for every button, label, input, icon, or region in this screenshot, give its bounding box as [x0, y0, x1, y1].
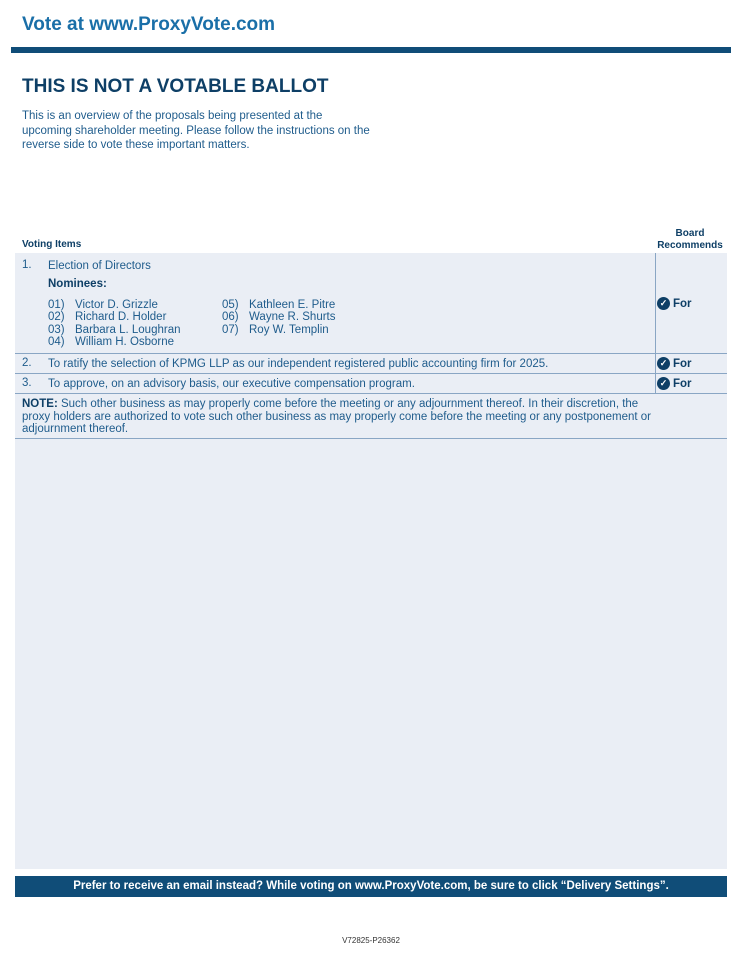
board-recommends-header — [652, 228, 728, 251]
note-text: Such other business as may properly come before the meeting or any adjournment thereof. In their discretion, the proxy holders are authorized to vote such other business as may properly come before the meeting or any postponement or adjournment thereof. — [22, 398, 652, 436]
item-3-recommendation — [657, 377, 692, 390]
check-circle-icon: ✓ — [657, 297, 670, 310]
nominee: 02) Richard D. Holder — [48, 311, 167, 324]
nominee-list-right — [222, 299, 336, 336]
item-3-text: To approve, on an advisory basis, our executive compensation program. — [48, 378, 415, 390]
item-1-recommendation — [657, 297, 692, 310]
intro-text: This is an overview of the proposals being presented at the upcoming shareholder meeting. Please follow the instructions on the reverse side to vote these important matters. — [22, 110, 370, 152]
nominee-list-left — [48, 299, 181, 349]
row-divider — [15, 393, 727, 394]
nominee: 01) Victor D. Grizzle — [48, 299, 158, 311]
nominee: 05) Kathleen E. Pitre — [222, 299, 336, 311]
item-2-number: 2. — [22, 357, 32, 369]
document-code: V72825-P26362 — [342, 936, 400, 945]
board-header-line2: Recommends — [657, 239, 723, 251]
recommendation-label: For — [673, 377, 692, 390]
item-1-number: 1. — [22, 259, 32, 271]
check-circle-icon: ✓ — [657, 357, 670, 370]
nominee: 03) Barbara L. Loughran — [48, 323, 181, 336]
nominee: 06) Wayne R. Shurts — [222, 311, 336, 324]
voting-items-header: Voting Items — [22, 239, 82, 250]
nominee: 04) William H. Osborne — [48, 336, 175, 349]
item-2-recommendation — [657, 357, 692, 370]
note-label: NOTE: — [22, 398, 58, 410]
page-title: THIS IS NOT A VOTABLE BALLOT — [22, 76, 329, 97]
row-divider — [15, 373, 727, 374]
item-3-number: 3. — [22, 377, 32, 389]
board-header-line1: Board — [675, 228, 705, 239]
row-divider — [15, 438, 727, 439]
recommendation-label: For — [673, 357, 692, 370]
delivery-settings-banner: Prefer to receive an email instead? While voting on www.ProxyVote.com, be sure to click “Delivery Settings”. — [15, 876, 727, 897]
note — [22, 398, 652, 436]
check-circle-icon: ✓ — [657, 377, 670, 390]
nominees-label: Nominees: — [48, 278, 107, 290]
header-rule — [11, 47, 731, 53]
item-2-text: To ratify the selection of KPMG LLP as our independent registered public accounting firm for 2025. — [48, 358, 549, 370]
nominee: 07) Roy W. Templin — [222, 323, 329, 336]
recommendation-label: For — [673, 297, 692, 310]
item-1-text: Election of Directors — [48, 260, 151, 272]
row-divider — [15, 353, 727, 354]
vote-link[interactable]: Vote at www.ProxyVote.com — [22, 14, 276, 35]
